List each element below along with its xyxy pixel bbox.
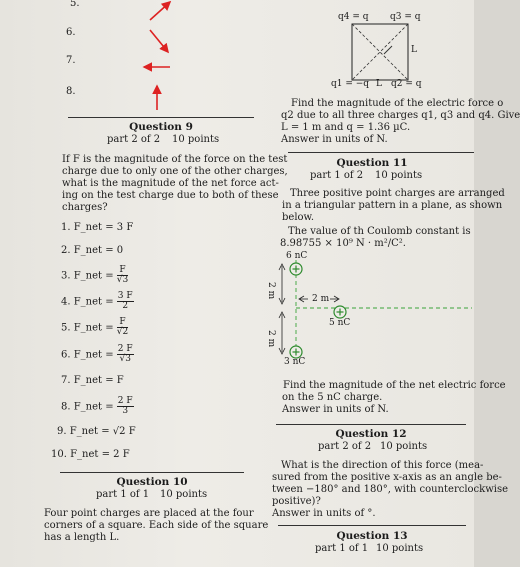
coulomb-line: The value of th Coulomb constant is [288,226,471,237]
q9-option-8[interactable] [61,397,134,417]
q11-title: Question 11 [336,157,408,169]
q9-body [62,154,288,214]
q9-points: 10 points [172,134,220,145]
option-lhs: F_net = [73,296,114,308]
option-fraction: $\frac{F}{√3}$ [116,265,129,286]
q10-line: corners of a square. Each side of the square [44,520,269,531]
q10-question-line: L = 1 m and q = 1.36 µC. [281,122,411,133]
right-charge-label: 5 nC [329,318,351,328]
q11-line: below. [282,212,315,223]
option-lhs: F_net = [70,449,110,460]
q9-line: what is the magnitude of the net force act- [62,178,279,189]
q11-question-line: Answer in units of N. [282,404,389,415]
q11-question-line: on the 5 nC charge. [282,392,383,403]
q12-line: sured from the positive x-axis as an angle be- [272,472,502,483]
q12-line: tween −180° and 180°, with counterclockwise [272,484,509,495]
q10-question-line: Answer in units of N. [281,134,388,145]
q12-rule [276,424,466,425]
q13-points: 10 points [376,543,424,554]
option-number: 10. [51,449,67,460]
option-rhs: 2 F [113,449,130,460]
q9-line: charge due to only one of the other charges, [62,166,288,177]
q9-option-2[interactable] [61,245,123,256]
q10-question [281,98,520,146]
option-lhs: F_net = [73,222,114,233]
right-charge-plus-icon [334,306,346,318]
q12-line: positive)? [272,496,321,507]
bottom-charge-label: 3 nC [284,357,306,367]
charge-q1-label: q1 = −q [331,79,370,89]
coulomb-line: 8.98755 × 10⁹ N · m²/C². [280,238,406,249]
q11-points: 10 points [375,170,423,181]
charge-q4-label: q4 = q [338,12,369,22]
option-fraction: $\frac{3 F}{2}$ [117,291,133,312]
option-number: 7. [61,375,71,386]
horizontal-distance-label: 2 m [312,294,330,304]
option-rhs: 0 [116,245,124,256]
q9-option-3[interactable] [61,266,128,286]
q13-title: Question 13 [336,530,408,542]
option-fraction: $\frac{F}{√2}$ [116,317,129,338]
option-lhs: F_net = [73,375,114,386]
option-lhs: F_net = [73,245,114,256]
q9-option-1[interactable] [61,222,133,233]
q9-option-9[interactable] [57,426,136,437]
option-number: 5. [61,322,71,334]
prev-item-6: 6. [66,27,76,38]
bottom-length-label: L [376,79,382,89]
option-rhs: 3 F [116,222,134,233]
q12-line: Answer in units of °. [272,508,376,519]
q12-part: part 2 of 2 [318,441,372,452]
q9-part: part 2 of 2 [107,134,161,145]
q10-rule [60,472,244,473]
arrow-options-figure [130,0,190,115]
option-number: 2. [61,245,71,256]
upper-distance-label: 2 m [266,282,276,300]
lower-distance-label: 2 m [266,330,276,348]
q12-title: Question 12 [335,428,407,440]
charge-q2-label: q2 = q [391,79,422,89]
q10-line: Four point charges are placed at the four [44,508,254,519]
option-number: 1. [61,222,71,233]
top-charge-label: 6 nC [286,251,308,261]
top-charge-plus-icon [290,263,302,275]
option-rhs: F [116,375,124,386]
q12-body [272,460,508,520]
q9-option-4[interactable] [61,292,134,312]
q9-option-7[interactable] [61,375,124,386]
q9-rule [68,117,254,118]
q11-question-line: Find the magnitude of the net electric force [283,380,506,391]
option-rhs: √2 F [112,426,136,437]
q10-title: Question 10 [116,476,188,488]
option-lhs: F_net = [73,349,114,361]
q10-points: 10 points [160,489,208,500]
option-number: 6. [61,349,71,361]
q9-option-6[interactable] [61,345,134,365]
q10-question-line: q2 due to all three charges q1, q3 and q4. Give [281,110,520,121]
arrow-up-right-icon [150,2,170,20]
q11-coulomb [280,226,471,250]
q12-line: What is the direction of this force (mea- [281,460,484,471]
option-fraction: $\frac{2 F}{√3}$ [117,344,133,365]
option-number: 3. [61,270,71,282]
prev-item-5: 5. [70,0,80,9]
q9-option-10[interactable] [51,449,130,460]
q9-line: charges? [62,202,108,213]
q11-body [282,188,505,224]
arrow-down-right-icon [150,30,168,52]
q11-part: part 1 of 2 [310,170,364,181]
option-number: 9. [57,426,67,437]
q11-question [282,380,506,416]
q10-question-line: Find the magnitude of the electric force o [291,98,504,109]
prev-item-7: 7. [66,55,76,66]
q10-line: has a length L. [44,532,120,543]
option-lhs: F_net = [73,270,114,282]
q11-line: Three positive point charges are arranged [290,188,505,199]
side-length-label: L [411,45,417,55]
q9-title: Question 9 [129,121,193,133]
option-fraction: $\frac{2 F}{3}$ [117,396,133,417]
q12-points: 10 points [380,441,428,452]
q9-option-5[interactable] [61,318,128,338]
charge-q3-label: q3 = q [390,12,421,22]
q13-part: part 1 of 1 [315,543,369,554]
q9-line: If F is the magnitude of the force on the test [62,154,288,165]
option-lhs: F_net = [69,426,110,437]
q11-line: in a triangular pattern in a plane, as shown [282,200,503,211]
q9-line: ing on the test charge due to both of these [62,190,279,201]
option-lhs: F_net = [73,322,114,334]
option-number: 8. [61,401,71,413]
option-lhs: F_net = [73,401,114,413]
option-number: 4. [61,296,71,308]
q11-rule [288,152,474,153]
q10-body [44,508,268,544]
q13-rule [278,525,466,526]
q10-part: part 1 of 1 [96,489,150,500]
prev-item-8: 8. [66,86,76,97]
